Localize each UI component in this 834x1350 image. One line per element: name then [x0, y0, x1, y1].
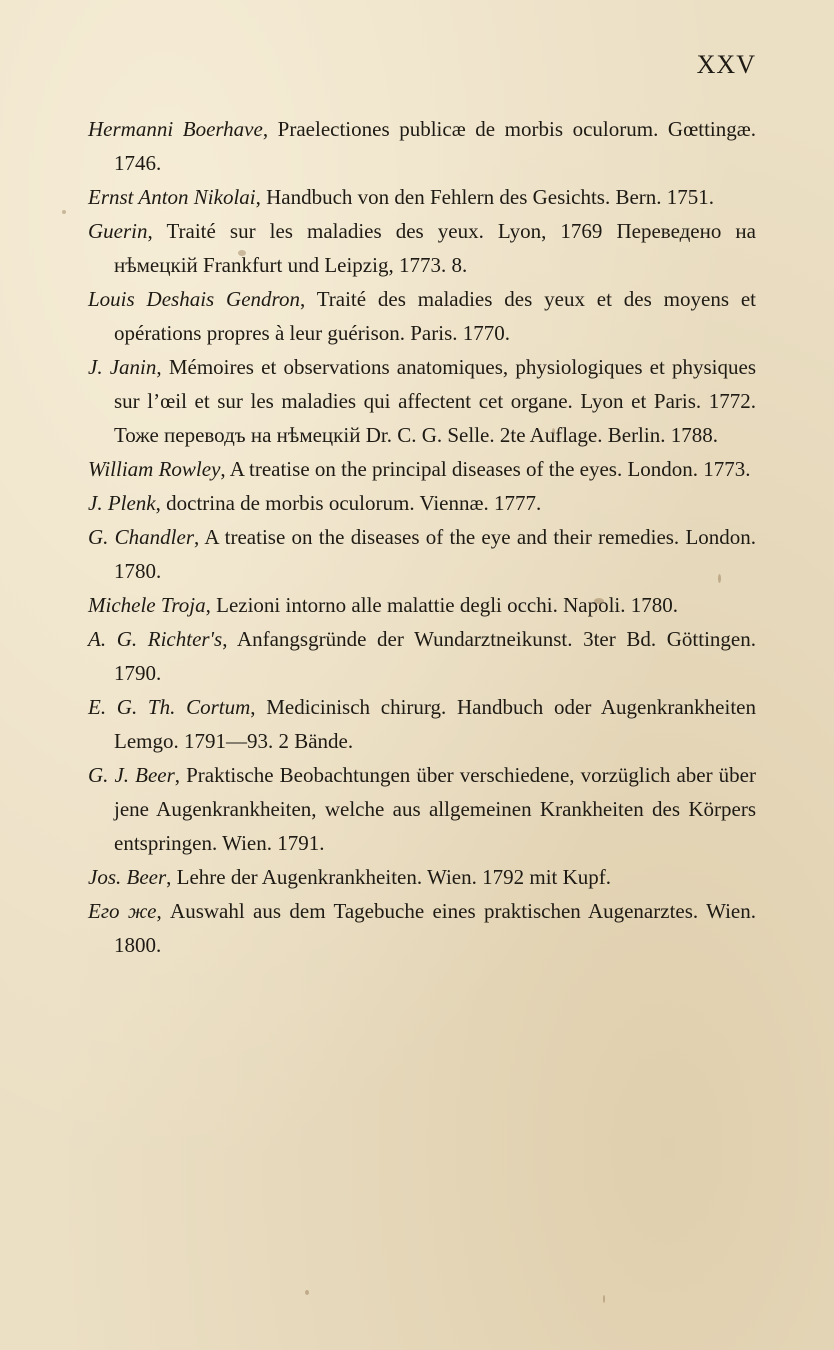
entry-author: Его же: [88, 899, 157, 923]
entry-text: Traité sur les maladies des yeux. Lyon, 1769 Переведено на нѣмецкій Frankfurt und Leipzig, 1773. 8.: [114, 219, 756, 277]
entry-separator: ,: [222, 627, 237, 651]
bibliography-entry: [88, 180, 756, 214]
bibliography-entry: [88, 622, 756, 690]
entry-separator: ,: [156, 355, 169, 379]
entry-text: A treatise on the diseases of the eye and their remedies. London. 1780.: [114, 525, 757, 583]
entry-separator: ,: [194, 525, 205, 549]
bibliography-entry: [88, 690, 756, 758]
bibliography-entry: [88, 112, 756, 180]
ink-speck: [718, 574, 721, 583]
ink-speck: [594, 598, 604, 604]
bibliography-entry: [88, 588, 756, 622]
entry-text: A treatise on the principal diseases of the eyes. London. 1773.: [229, 457, 751, 481]
entry-separator: ,: [255, 185, 267, 209]
entry-author: William Rowley: [88, 457, 221, 481]
entry-author: Michele Troja: [88, 593, 206, 617]
entry-author: G. J. Beer: [88, 763, 175, 787]
entry-separator: ,: [220, 457, 230, 481]
entry-text: Lezioni intorno alle malattie degli occhi. Napoli. 1780.: [216, 593, 678, 617]
bibliography-entry: [88, 214, 756, 282]
bibliography-entry: [88, 894, 756, 962]
entry-text: Mémoires et observations anatomiques, physiologiques et physiques sur l’œil et sur les maladies qui affectent cet organe. Lyon et Paris. 1772. Тоже переводъ на нѣмецкій Dr. C. G. Selle. 2te Auflage. Berlin. 1788.: [114, 355, 757, 447]
ink-speck: [603, 1295, 605, 1303]
bibliography-entry: [88, 452, 756, 486]
entry-text: Lehre der Augenkrankheiten. Wien. 1792 mit Kupf.: [176, 865, 612, 889]
entry-author: Ernst Anton Nikolai: [88, 185, 256, 209]
ink-speck: [305, 1290, 309, 1295]
entry-text: Praelectiones publicæ de morbis oculorum. Gœttingæ. 1746.: [114, 117, 757, 175]
entry-author: Louis Deshais Gendron: [88, 287, 300, 311]
entry-author: A. G. Richter's: [88, 627, 223, 651]
ink-speck: [552, 428, 555, 436]
bibliography-entry: [88, 520, 756, 588]
entry-text: Auswahl aus dem Tagebuche eines praktischen Augenarztes. Wien. 1800.: [114, 899, 756, 957]
entry-text: Traité des maladies des yeux et des moyens et opérations propres à leur guérison. Paris. 1770.: [114, 287, 756, 345]
entry-author: J. Plenk: [88, 491, 156, 515]
entry-separator: ,: [250, 695, 267, 719]
entry-text: Praktische Beobachtungen über verschiedene, vorzüglich aber über jene Augenkrankheiten, welche aus allgemeinen Krankheiten des Körpers entspringen. Wien. 1791.: [114, 763, 757, 855]
entry-separator: ,: [156, 899, 171, 923]
entry-author: J. Janin: [88, 355, 157, 379]
entry-separator: ,: [174, 763, 187, 787]
entry-separator: ,: [166, 865, 177, 889]
entry-separator: ,: [299, 287, 317, 311]
ink-speck: [62, 210, 66, 214]
entry-text: doctrina de morbis oculorum. Viennæ. 1777.: [166, 491, 542, 515]
entry-author: Hermanni Boerhave: [88, 117, 263, 141]
entry-separator: ,: [155, 491, 167, 515]
entry-author: G. Chandler: [88, 525, 195, 549]
entry-separator: ,: [262, 117, 278, 141]
bibliography-entry: [88, 350, 756, 452]
entry-text: Handbuch von den Fehlern des Gesichts. Bern. 1751.: [266, 185, 715, 209]
entry-author: Guerin: [88, 219, 148, 243]
bibliography-entry: [88, 282, 756, 350]
entry-author: Jos. Beer: [88, 865, 167, 889]
entry-text: Anfangsgründe der Wundarztneikunst. 3ter Bd. Göttingen. 1790.: [114, 627, 756, 685]
entry-separator: ,: [205, 593, 217, 617]
entry-author: E. G. Th. Cortum: [88, 695, 251, 719]
entry-text: Medicinisch chirurg. Handbuch oder Augenkrankheiten Lemgo. 1791—93. 2 Bände.: [114, 695, 756, 753]
bibliography-entry: [88, 758, 756, 860]
bibliography-list: [88, 112, 756, 962]
ink-speck: [238, 250, 246, 256]
bibliography-entry: [88, 486, 756, 520]
page-number: XXV: [696, 50, 756, 79]
entry-separator: ,: [147, 219, 167, 243]
bibliography-entry: [88, 860, 756, 894]
